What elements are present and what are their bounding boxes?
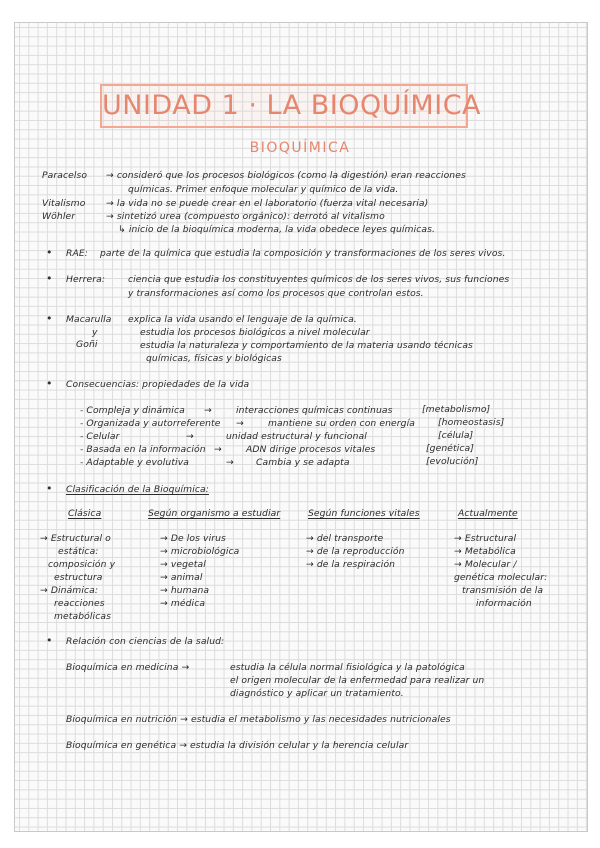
macarulla-line-1: explica la vida usando el lenguaje de la química. <box>128 314 357 325</box>
paracelso-term: Paracelso <box>42 170 88 181</box>
organismo-item: → De los virus <box>160 533 226 544</box>
actual-item: → Estructural <box>454 533 517 544</box>
property-left: - Compleja y dinámica <box>80 405 185 416</box>
property-middle: interacciones químicas continuas <box>236 405 393 416</box>
funciones-item: → de la respiración <box>306 559 396 570</box>
macarulla-and: y <box>92 327 98 338</box>
organismo-item: → animal <box>160 572 203 583</box>
clasica-item: composición y <box>48 559 116 570</box>
paracelso-line-1: → consideró que los procesos biológicos (como la digestión) eran reacciones <box>106 170 466 181</box>
property-tag: [homeostasis] <box>438 417 505 428</box>
paracelso-line-2: químicas. Primer enfoque molecular y químico de la vida. <box>128 184 399 195</box>
macarulla-line-4: químicas, físicas y biológicas <box>146 353 282 364</box>
herrera-line-2: y transformaciones así como los procesos que controlan estos. <box>128 288 424 299</box>
rae-text: parte de la química que estudia la composición y transformaciones de los seres vivos. <box>100 248 506 259</box>
organismo-item: → vegetal <box>160 559 206 570</box>
organismo-item: → microbiológica <box>160 546 240 557</box>
medicina-term: Bioquímica en medicina → <box>66 662 190 673</box>
actual-item: información <box>476 598 532 609</box>
genetica-line: Bioquímica en genética → estudia la división celular y la herencia celular <box>66 740 409 751</box>
organismo-item: → humana <box>160 585 210 596</box>
clasica-item: metabólicas <box>54 611 111 622</box>
vitalismo-term: Vitalismo <box>42 198 86 209</box>
property-middle: mantiene su orden con energía <box>268 418 415 429</box>
wohler-term: Wöhler <box>42 211 76 222</box>
organismo-item: → médica <box>160 598 206 609</box>
consecuencias-heading: Consecuencias: propiedades de la vida <box>66 379 250 390</box>
col-header: Actualmente <box>458 508 518 519</box>
property-middle: unidad estructural y funcional <box>226 431 367 442</box>
macarulla-line-3: estudia la naturaleza y comportamiento de la materia usando técnicas <box>140 340 473 351</box>
property-arrow: → <box>236 418 244 429</box>
property-arrow: → <box>186 431 194 442</box>
clasica-item: → Estructural o <box>40 533 111 544</box>
macarulla-line-2: estudia los procesos biológicos a nivel molecular <box>140 327 370 338</box>
goni-term: Goñi <box>76 339 98 350</box>
nutricion-line: Bioquímica en nutrición → estudia el metabolismo y las necesidades nutricionales <box>66 714 451 725</box>
actual-item: → Molecular / <box>454 559 517 570</box>
actual-item: transmisión de la <box>462 585 544 596</box>
bullet: • <box>46 312 53 325</box>
property-left: - Celular <box>80 431 120 442</box>
relacion-heading: Relación con ciencias de la salud: <box>66 636 225 647</box>
clasica-item: → Dinámica: <box>40 585 99 596</box>
property-arrow: → <box>204 405 212 416</box>
wohler-line-2: ↳ inicio de la bioquímica moderna, la vida obedece leyes químicas. <box>118 224 436 235</box>
property-left: - Organizada y autorreferente <box>80 418 221 429</box>
property-left: - Basada en la información <box>80 444 206 455</box>
clasica-item: estructura <box>54 572 103 583</box>
col-header: Según funciones vitales <box>308 508 420 519</box>
bullet: • <box>46 377 53 390</box>
bullet: • <box>46 272 53 285</box>
clasica-item: reacciones <box>54 598 105 609</box>
bullet: • <box>46 246 53 259</box>
macarulla-term: Macarulla <box>66 314 112 325</box>
bullet: • <box>46 634 53 647</box>
subtitle: BIOQUÍMICA <box>249 140 351 156</box>
bullet: • <box>46 482 53 495</box>
herrera-line-1: ciencia que estudia los constituyentes químicos de los seres vivos, sus funciones <box>128 274 510 285</box>
col-header: Según organismo a estudiar <box>148 508 281 519</box>
clasica-item: estática: <box>58 546 99 557</box>
clasificacion-heading: Clasificación de la Bioquímica: <box>66 484 209 495</box>
property-middle: Cambia y se adapta <box>256 457 350 468</box>
property-arrow: → <box>214 444 222 455</box>
page-title: UNIDAD 1 · LA BIOQUÍMICA <box>102 90 482 121</box>
property-left: - Adaptable y evolutiva <box>80 457 189 468</box>
medicina-line-3: diagnóstico y aplicar un tratamiento. <box>230 688 404 699</box>
medicina-line-1: estudia la célula normal fisiológica y la patológica <box>230 662 465 673</box>
vitalismo-text: → la vida no se puede crear en el laboratorio (fuerza vital necesaria) <box>106 198 429 209</box>
col-header: Clásica <box>68 508 102 519</box>
property-middle: ADN dirige procesos vitales <box>246 444 376 455</box>
herrera-term: Herrera: <box>66 274 106 285</box>
property-tag: [genética] <box>426 443 474 454</box>
wohler-line-1: → sintetizó urea (compuesto orgánico): derrotó al vitalismo <box>106 211 385 222</box>
rae-term: RAE: <box>66 248 88 259</box>
property-arrow: → <box>226 457 234 468</box>
funciones-item: → del transporte <box>306 533 384 544</box>
actual-item: → Metabólica <box>454 546 516 557</box>
actual-item: genética molecular: <box>454 572 548 583</box>
property-tag: [evolución] <box>426 456 479 467</box>
title-box <box>100 84 482 128</box>
funciones-item: → de la reproducción <box>306 546 405 557</box>
property-tag: [metabolismo] <box>422 404 491 415</box>
property-tag: [célula] <box>438 430 474 441</box>
medicina-line-2: el origen molecular de la enfermedad para realizar un <box>230 675 485 686</box>
